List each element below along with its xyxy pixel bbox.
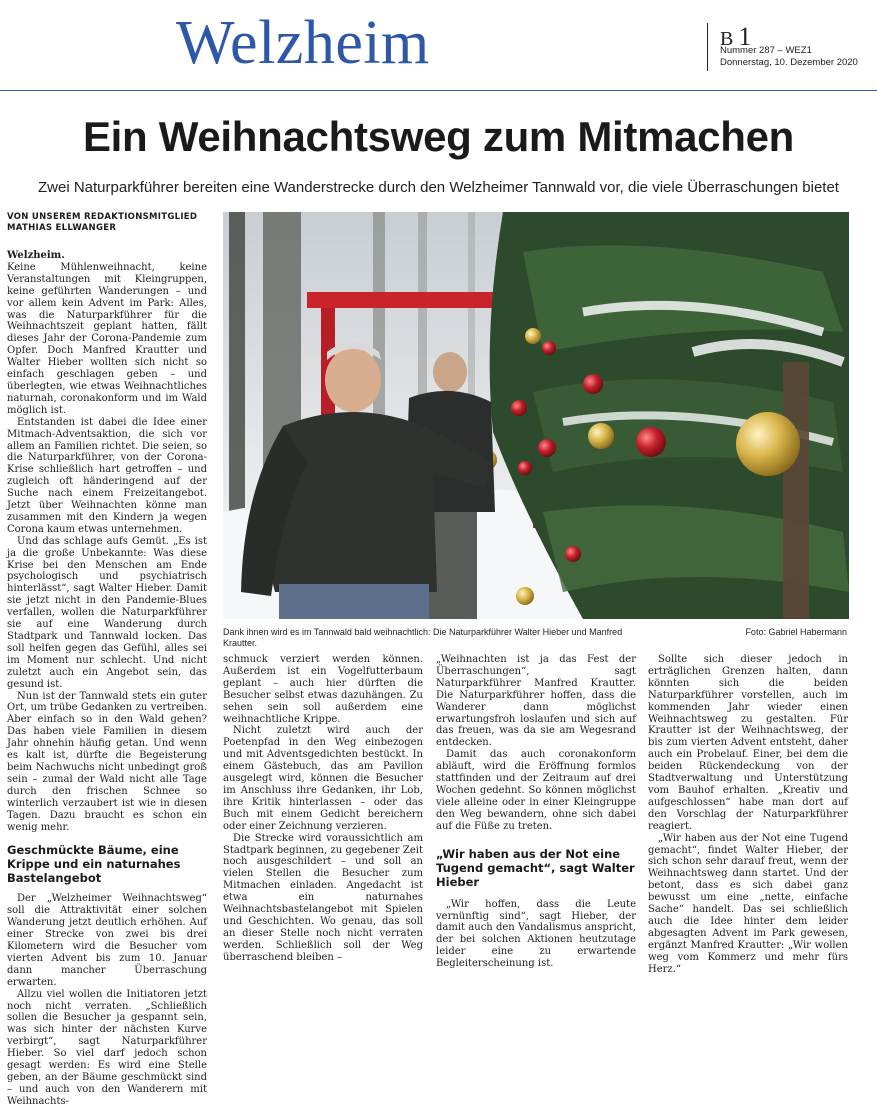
edition-divider <box>707 23 708 71</box>
author-name: MATHIAS ELLWANGER <box>7 223 117 233</box>
subheadline: Zwei Naturparkführer bereiten eine Wanderstrecke durch den Welzheimer Tannwald vor, die viele Überraschungen bietet <box>38 179 839 196</box>
col1-paragraph-6: Allzu viel wollen die Initiatoren jetzt noch nicht verraten. „Schließlich sollen die Besucher ja gespannt sein, was sich hinter der nächsten Kurve verbirgt“, sagt Naturparkführer Hieber. So viel darf jedoch schon gesagt werden: Es wird eine Stelle geben, an der Bäume geschmückt sind – und auch von den Wanderern mit Weihnachts- <box>7 988 207 1107</box>
col1-paragraph-1: Keine Mühlenweihnacht, keine Veranstaltungen mit Kleingruppen, keine geführten Wanderungen – und vor allem kein Advent im Park: Alles, was die Naturparkführer für die Weihnachtszeit geplant hatten, fällt dieses Jahr der Corona-Pandemie zum Opfer. Doch Manfred Krautter und Walter Hieber wollten sich nicht so einfach geschlagen geben – und überlegten, wie etwas Weihnachtliches naturnah, coronakonform und im Wald möglich ist. <box>7 261 207 416</box>
col3-paragraph-2: Damit das auch coronakonform abläuft, wird die Eröffnung formlos stattfinden und der Zeitraum auf drei Wochen gedehnt. So können möglichst viele alleine oder in einer Kleingruppe den Weg bewandern, ohne sich dabei auf die Füße zu treten. <box>436 749 636 832</box>
photo-caption: Dank ihnen wird es im Tannwald bald weihnachtlich: Die Naturparkführer Walter Hieber und Manfred Krautter. <box>223 627 623 648</box>
col3-paragraph-3: „Wir hoffen, dass die Leute vernünftig sind“, sagt Hieber, der damit auch den Vandalismus anspricht, der bei solchen Aktionen heutzutage leider eine zu erwartende Begleiterscheinung ist. <box>436 898 636 970</box>
author-line-1: VON UNSEREM REDAKTIONSMITGLIED <box>7 212 198 222</box>
col1-paragraph-5: Der „Welzheimer Weihnachtsweg“ soll die Attraktivität einer solchen Wanderung jetzt deutlich erhöhen. Auf einer Strecke von zwei bis drei Kilometern wird die Besucher vom vierten Advent bis zum 10. Januar dann mancher Überraschung erwarten. <box>7 893 207 988</box>
article-column-4 <box>648 654 848 975</box>
article-photo <box>223 212 849 619</box>
issue-date: Donnerstag, 10. Dezember 2020 <box>720 57 858 68</box>
col4-paragraph-2: „Wir haben aus der Not eine Tugend gemacht“, findet Walter Hieber, der sich schon sehr darauf freut, wenn der Weihnachtsweg dann startet. Und der betont, dass es sich dabei ganz bewusst um eine „nette, einfache Sache“ handelt. Das sei schließlich auch die Idee hinter dem leider abgesagten Advent im Park gewesen, ergänzt Manfred Krautter: „Wir wollen weg vom Kommerz und mehr fürs Herz.“ <box>648 832 848 975</box>
headline: Ein Weihnachtsweg zum Mitmachen <box>82 113 795 160</box>
photo-illustration <box>223 212 849 619</box>
col3-paragraph-1: „Weihnachten ist ja das Fest der Überraschungen“, sagt Naturparkführer Manfred Krautter. Die Naturparkführer hoffen, dass die Wanderer dann möglichst erwartungsfroh loslaufen und sich auf das freuen, was da sie am Wegesrand entdecken. <box>436 654 636 749</box>
article-column-1 <box>7 250 207 1108</box>
col4-paragraph-1: Sollte sich dieser jedoch in erträglichen Grenzen halten, dann könnten sich die beiden Naturparkführer vorstellen, auch im kommenden Jahr wieder einen Weihnachtsweg zu gestalten. Für Krautter ist der Weihnachtsweg, der bis zum vierten Advent entsteht, daher auch ein Probelauf. Einer, bei dem die beiden Rückendeckung von der Stadtverwaltung und Unterstützung vom Bauhof erhalten. „Kreativ und aufgeschlossen“ habe man dort auf den Vorschlag der Naturparkführer reagiert. <box>648 654 848 832</box>
page-digit: 1 <box>738 22 752 51</box>
subheading-1: Geschmückte Bäume, eine Krippe und ein naturnahes Bastelangebot <box>7 843 181 886</box>
col2-paragraph-1: schmuck verziert werden können. Außerdem ist ein Vogelfutterbaum geplant – auch hier dürften die Besucher selbst etwas dazuhängen. Zu sehen sein soll außerdem eine weihnachtliche Krippe. <box>223 654 423 725</box>
col1-paragraph-4: Nun ist der Tannwald stets ein guter Ort, um trübe Gedanken zu vertreiben. Aber einfach so in den Wald gehen? Das haben viele Familien in diesem Jahr ohnehin häufig getan. Und wenn es kalt ist, dürfte die Begeisterung beim Nachwuchs nicht unbedingt groß sein – zumal der Wald nicht alle Tage durch den frischen Schnee so winterlich verzaubert ist wie in diesen Tagen. Dazu braucht es schon ein wenig mehr. <box>7 690 207 833</box>
masthead-title: Welzheim <box>176 9 430 77</box>
dateline: Welzheim. <box>7 250 65 261</box>
article-column-2 <box>223 654 423 964</box>
page-letter: B <box>720 28 734 50</box>
author-byline <box>7 212 197 234</box>
article-column-3 <box>436 654 636 970</box>
subheading-2: „Wir haben aus der Not eine Tugend gemacht“, sagt Walter Hieber <box>436 846 635 889</box>
col2-paragraph-2: Nicht zuletzt wird auch der Poetenpfad in den Weg einbezogen und mit Adventsgedichten bestückt. In einem Gästebuch, das am Pavillon ausgelegt wird, können die Besucher im Anschluss ihre Gedanken, ihr Lob, ihre Kritik hinterlassen – oder das Buch mit einem Gedicht bereichern oder einer Zeichnung verzieren. <box>223 725 423 832</box>
col1-paragraph-3: Und das schlage aufs Gemüt. „Es ist ja die große Unbekannte: Was diese Krise bei den Menschen am Ende psychologisch und psychiatrisch hinterlässt“, sagt Walter Hieber. Damit sie jetzt nicht in den Pandemie-Blues verfallen, wollen die Naturparkführer sie auf eine Wanderung durch Stadtpark und Tannwald locken. Das soll helfen gegen das Gefühl, alles sei im Moment nur schlecht. Und nicht zuletzt auch ein Angebot sein, das gesund ist. <box>7 535 207 690</box>
photo-credit: Foto: Gabriel Habermann <box>745 627 847 637</box>
col1-paragraph-2: Entstanden ist dabei die Idee einer Mitmach-Adventsaktion, die sich vor allem an Familien richtet. Die seien, so die Naturparkführer, von der Corona-Krise schließlich hart getroffen – und zugleich oft händeringend auf der Suche nach einem Freizeitangebot. Jetzt über Weihnachten könne man zusammen mit den Kindern ja wegen Corona kaum etwas unternehmen. <box>7 416 207 535</box>
issue-number: Nummer 287 – WEZ1 <box>720 45 812 56</box>
dateline-paragraph <box>7 250 207 417</box>
masthead-rule <box>0 90 877 91</box>
col2-paragraph-3: Die Strecke wird voraussichtlich am Stadtpark beginnen, zu gegebener Zeit noch ausgeschildert – und soll an vielen Stellen die Besucher zum Mitmachen einladen. Angedacht ist etwa ein naturnahes Weihnachtsbastelangebot mit Spielen und Geschichten. Wo genau, das soll an dieser Stelle noch nicht verraten werden. Schließlich soll der Weg überraschend bleiben – <box>223 832 423 963</box>
